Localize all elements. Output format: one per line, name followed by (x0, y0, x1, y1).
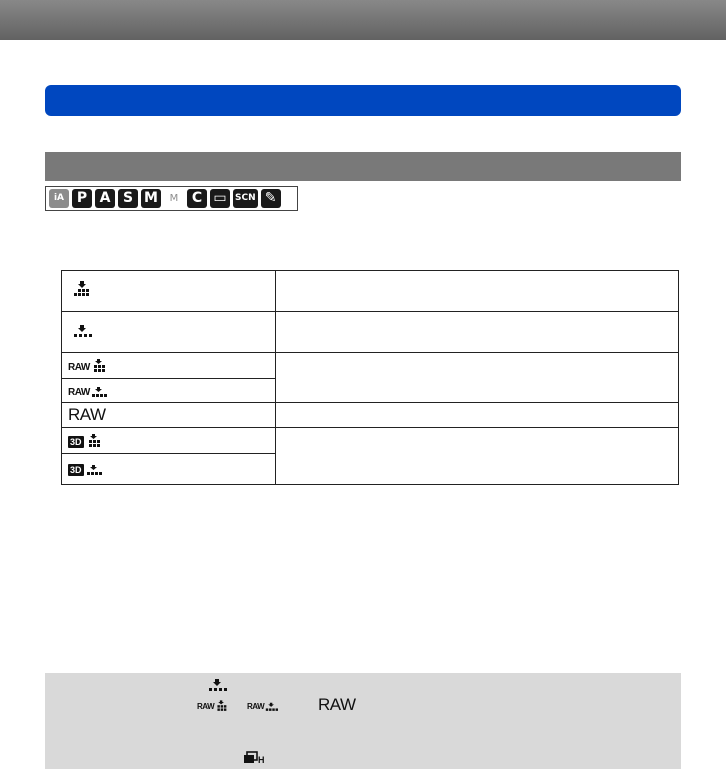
panorama-mode-icon: ▭ (210, 189, 230, 208)
table-cell-icon (62, 454, 276, 485)
intelligent-auto-mode-icon: iA (49, 189, 69, 208)
quality-fine-icon (72, 281, 94, 297)
quality-standard-icon (207, 676, 229, 692)
quality-raw-icon: RAW (68, 405, 106, 424)
table-row (62, 353, 679, 379)
table-cell-icon (62, 379, 276, 403)
3d-badge: 3D (70, 465, 82, 475)
table-row (62, 403, 679, 428)
recording-mode-icons (45, 186, 298, 211)
shutter-priority-mode-icon: S (118, 189, 138, 208)
raw-prefix-label: RAW (68, 386, 90, 398)
note-box (45, 673, 681, 769)
aperture-priority-mode-icon: A (95, 189, 115, 208)
picture-quality-table (61, 270, 679, 485)
manual-mode-icon: M (141, 189, 161, 208)
page-header-bar (0, 0, 726, 40)
quality-3d-fine-icon (68, 434, 102, 448)
table-row (62, 312, 679, 353)
quality-raw-fine-icon (68, 359, 107, 373)
custom-mode-icon: C (187, 189, 207, 208)
table-cell-description (276, 353, 679, 403)
raw-prefix-label: RAW (197, 702, 215, 711)
scene-mode-icon: SCN (233, 189, 258, 208)
subsection-bar (45, 152, 681, 181)
creative-video-mode-icon: M (169, 193, 179, 204)
table-cell-icon (62, 312, 276, 353)
raw-prefix-label: RAW (68, 361, 90, 373)
table-cell-description (276, 312, 679, 353)
table-cell-description (276, 271, 679, 312)
table-cell-icon (62, 403, 276, 428)
table-cell-icon (62, 271, 276, 312)
quality-raw-icon: RAW (318, 695, 356, 714)
quality-raw-standard-icon (68, 384, 107, 398)
quality-raw-standard-icon (247, 700, 278, 712)
creative-control-mode-icon: ✎ (261, 189, 281, 208)
table-cell-icon (62, 428, 276, 454)
program-mode-icon: P (72, 189, 92, 208)
table-row (62, 428, 679, 454)
table-row (62, 271, 679, 312)
burst-high-suffix: H (258, 755, 265, 765)
quality-3d-standard-icon (68, 462, 102, 476)
table-cell-description (276, 403, 679, 428)
section-title-bar (45, 85, 681, 116)
raw-prefix-label: RAW (247, 702, 265, 711)
quality-standard-icon (72, 322, 94, 338)
table-cell-icon (62, 353, 276, 379)
table-cell-description (276, 428, 679, 485)
3d-badge: 3D (70, 436, 82, 447)
quality-raw-fine-icon (197, 700, 228, 712)
burst-rate-high-icon (243, 751, 265, 765)
